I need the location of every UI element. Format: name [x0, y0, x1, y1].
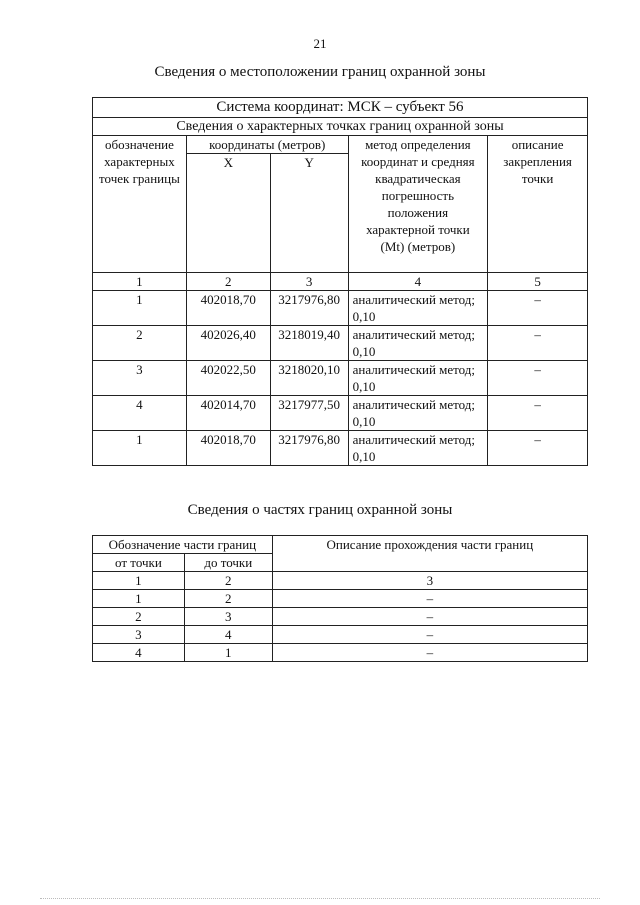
column-number: 3: [270, 273, 348, 291]
section-heading-boundary-parts: Сведения о частях границ охранной зоны: [187, 502, 453, 518]
point-id: 1: [93, 431, 187, 466]
header-y: Y: [270, 154, 348, 273]
coord-y: 3217977,50: [270, 396, 348, 431]
coord-x: 402018,70: [186, 291, 270, 326]
coordinate-system: Система координат: МСК – субъект 56: [93, 98, 588, 118]
section-heading-boundary-location: Сведения о местоположении границ охранной зоны: [154, 64, 486, 80]
header-part-designation: Обозначение части границ: [93, 536, 273, 554]
point-id: 4: [93, 396, 187, 431]
table-subtitle: Сведения о характерных точках границ охранной зоны: [93, 118, 588, 136]
table-row: [93, 590, 588, 608]
coord-y: 3218019,40: [270, 326, 348, 361]
from-point: 4: [93, 644, 185, 662]
point-id: 1: [93, 291, 187, 326]
description-value: –: [488, 431, 588, 466]
method-value: аналитический метод; 0,10: [348, 431, 488, 466]
method-value: аналитический метод; 0,10: [348, 326, 488, 361]
header-method: метод определения координат и средняя квадратическая погрешность положения характерной точки (Mt) (метров): [348, 136, 488, 273]
part-description: –: [272, 608, 587, 626]
column-number: 1: [93, 572, 185, 590]
page-number: 21: [313, 36, 327, 51]
part-description: –: [272, 590, 587, 608]
boundary-parts-table: [92, 535, 588, 662]
to-point: 2: [184, 590, 272, 608]
point-id: 2: [93, 326, 187, 361]
header-x: X: [186, 154, 270, 273]
boundary-points-table: [92, 97, 588, 466]
table-row: [93, 396, 588, 431]
column-number: 3: [272, 572, 587, 590]
header-from-point: от точки: [93, 554, 185, 572]
column-number: 1: [93, 273, 187, 291]
table-row: [93, 608, 588, 626]
column-number: 4: [348, 273, 488, 291]
column-number: 2: [184, 572, 272, 590]
coord-y: 3217976,80: [270, 291, 348, 326]
table-row: [93, 644, 588, 662]
table-row: [93, 626, 588, 644]
part-description: –: [272, 644, 587, 662]
table-row: [93, 361, 588, 396]
numbering-row: [93, 273, 588, 291]
part-description: –: [272, 626, 587, 644]
column-number: 5: [488, 273, 588, 291]
to-point: 4: [184, 626, 272, 644]
header-to-point: до точки: [184, 554, 272, 572]
coord-x: 402026,40: [186, 326, 270, 361]
coord-y: 3218020,10: [270, 361, 348, 396]
from-point: 2: [93, 608, 185, 626]
numbering-row: [93, 572, 588, 590]
to-point: 1: [184, 644, 272, 662]
description-value: –: [488, 326, 588, 361]
column-number: 2: [186, 273, 270, 291]
to-point: 3: [184, 608, 272, 626]
coord-y: 3217976,80: [270, 431, 348, 466]
description-value: –: [488, 396, 588, 431]
table-row: [93, 431, 588, 466]
header-coordinates: координаты (метров): [186, 136, 348, 154]
table-row: [93, 291, 588, 326]
header-part-description: Описание прохождения части границ: [272, 536, 587, 572]
method-value: аналитический метод; 0,10: [348, 291, 488, 326]
method-value: аналитический метод; 0,10: [348, 361, 488, 396]
point-id: 3: [93, 361, 187, 396]
header-description: описание закрепления точки: [488, 136, 588, 273]
header-point-designation: обозначение характерных точек границы: [93, 136, 187, 273]
method-value: аналитический метод; 0,10: [348, 396, 488, 431]
from-point: 1: [93, 590, 185, 608]
description-value: –: [488, 361, 588, 396]
from-point: 3: [93, 626, 185, 644]
footer-divider: [40, 898, 600, 901]
coord-x: 402022,50: [186, 361, 270, 396]
coord-x: 402014,70: [186, 396, 270, 431]
coord-x: 402018,70: [186, 431, 270, 466]
table-row: [93, 326, 588, 361]
description-value: –: [488, 291, 588, 326]
